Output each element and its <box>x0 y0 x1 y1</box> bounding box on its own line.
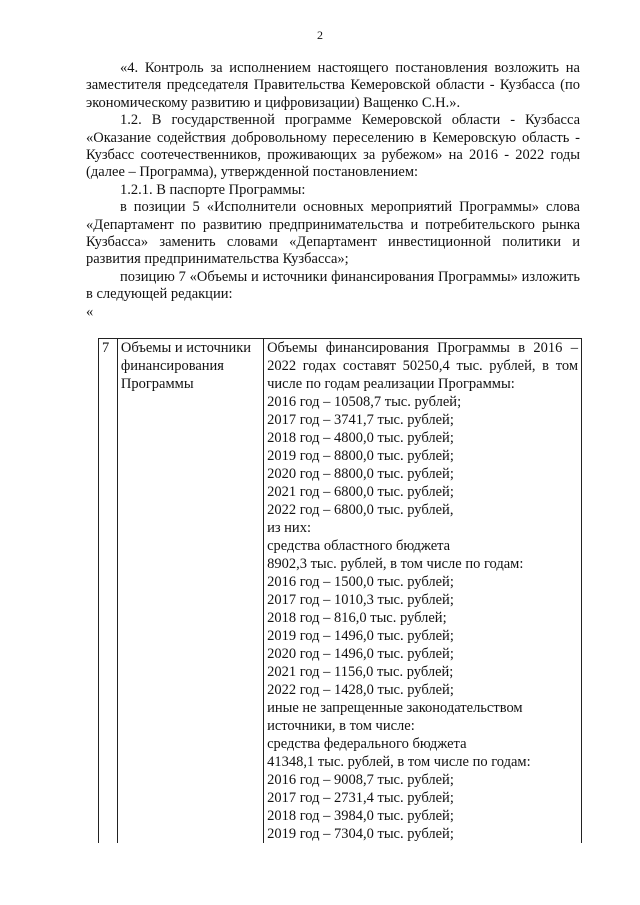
regional-year-line: 2018 год – 816,0 тыс. рублей; <box>267 610 447 626</box>
paragraph-position-7: позицию 7 «Объемы и источники финансирования Программы» изложить в следующей редакции: <box>86 268 580 303</box>
federal-year-line: 2019 год – 7304,0 тыс. рублей; <box>267 826 454 842</box>
other-sources-label: иные не запрещенные законодательством источники, в том числе: <box>267 700 523 734</box>
regional-year-line: 2020 год – 1496,0 тыс. рублей; <box>267 646 454 662</box>
paragraph-program: 1.2. В государственной программе Кемеровской области - Кузбасса «Оказание содействия добровольному переселению в Кемеровскую область - Кузбасс соотечественников, проживающих за рубежом» на 2016 - 2022 годы (далее – Программа), утвержденной постановлением: <box>86 112 580 181</box>
total-year-line: 2018 год – 4800,0 тыс. рублей; <box>267 430 454 446</box>
row-number: 7 <box>99 339 118 844</box>
page-bottom-margin <box>98 860 582 905</box>
regional-year-line: 2019 год – 1496,0 тыс. рублей; <box>267 628 454 644</box>
row-value <box>264 339 582 844</box>
document-body <box>86 60 580 321</box>
regional-year-line: 2016 год – 1500,0 тыс. рублей; <box>267 574 454 590</box>
regional-year-line: 2017 год – 1010,3 тыс. рублей; <box>267 592 454 608</box>
federal-budget-label: средства федерального бюджета <box>267 736 467 752</box>
federal-year-line: 2017 год – 2731,4 тыс. рублей; <box>267 790 454 806</box>
regional-year-line: 2021 год – 1156,0 тыс. рублей; <box>267 664 454 680</box>
regional-budget-label: средства областного бюджета <box>267 538 451 554</box>
regional-year-line: 2022 год – 1428,0 тыс. рублей; <box>267 682 454 698</box>
paragraph-control: «4. Контроль за исполнением настоящего постановления возложить на заместителя председателя Правительства Кемеровской области - Кузбасса (по экономическому развитию и цифровизации) Ващенко С.Н.». <box>86 60 580 111</box>
total-year-line: 2020 год – 8800,0 тыс. рублей; <box>267 466 454 482</box>
financing-table <box>98 338 582 843</box>
opening-quote: « <box>86 303 94 320</box>
federal-year-line: 2018 год – 3984,0 тыс. рублей; <box>267 808 454 824</box>
federal-budget-total: 41348,1 тыс. рублей, в том числе по годам: <box>267 754 531 770</box>
paragraph-passport: 1.2.1. В паспорте Программы: <box>120 181 306 198</box>
total-year-line: 2019 год – 8800,0 тыс. рублей; <box>267 448 454 464</box>
federal-year-line: 2016 год – 9008,7 тыс. рублей; <box>267 772 454 788</box>
paragraph-position-5: в позиции 5 «Исполнители основных мероприятий Программы» слова «Департамент по развитию предпринимательства и потребительского рынка Кузбасса» заменить словами «Департамент инвестиционной политики и развития предпринимательства Кузбасса»; <box>86 199 580 268</box>
row-title: Объемы и источники финансирования Программы <box>117 339 263 844</box>
total-year-line: 2017 год – 3741,7 тыс. рублей; <box>267 412 454 428</box>
of-them-label: из них: <box>267 520 311 536</box>
total-year-line: 2022 год – 6800,0 тыс. рублей, <box>267 502 454 518</box>
total-year-line: 2021 год – 6800,0 тыс. рублей; <box>267 484 454 500</box>
table-row <box>99 339 582 844</box>
regional-budget-total: 8902,3 тыс. рублей, в том числе по годам: <box>267 556 524 572</box>
financing-intro: Объемы финансирования Программы в 2016 – 2022 годах составят 50250,4 тыс. рублей, в том числе по годам реализации Программы: <box>267 340 578 392</box>
page-number: 2 <box>317 28 323 42</box>
total-year-line: 2016 год – 10508,7 тыс. рублей; <box>267 394 462 410</box>
